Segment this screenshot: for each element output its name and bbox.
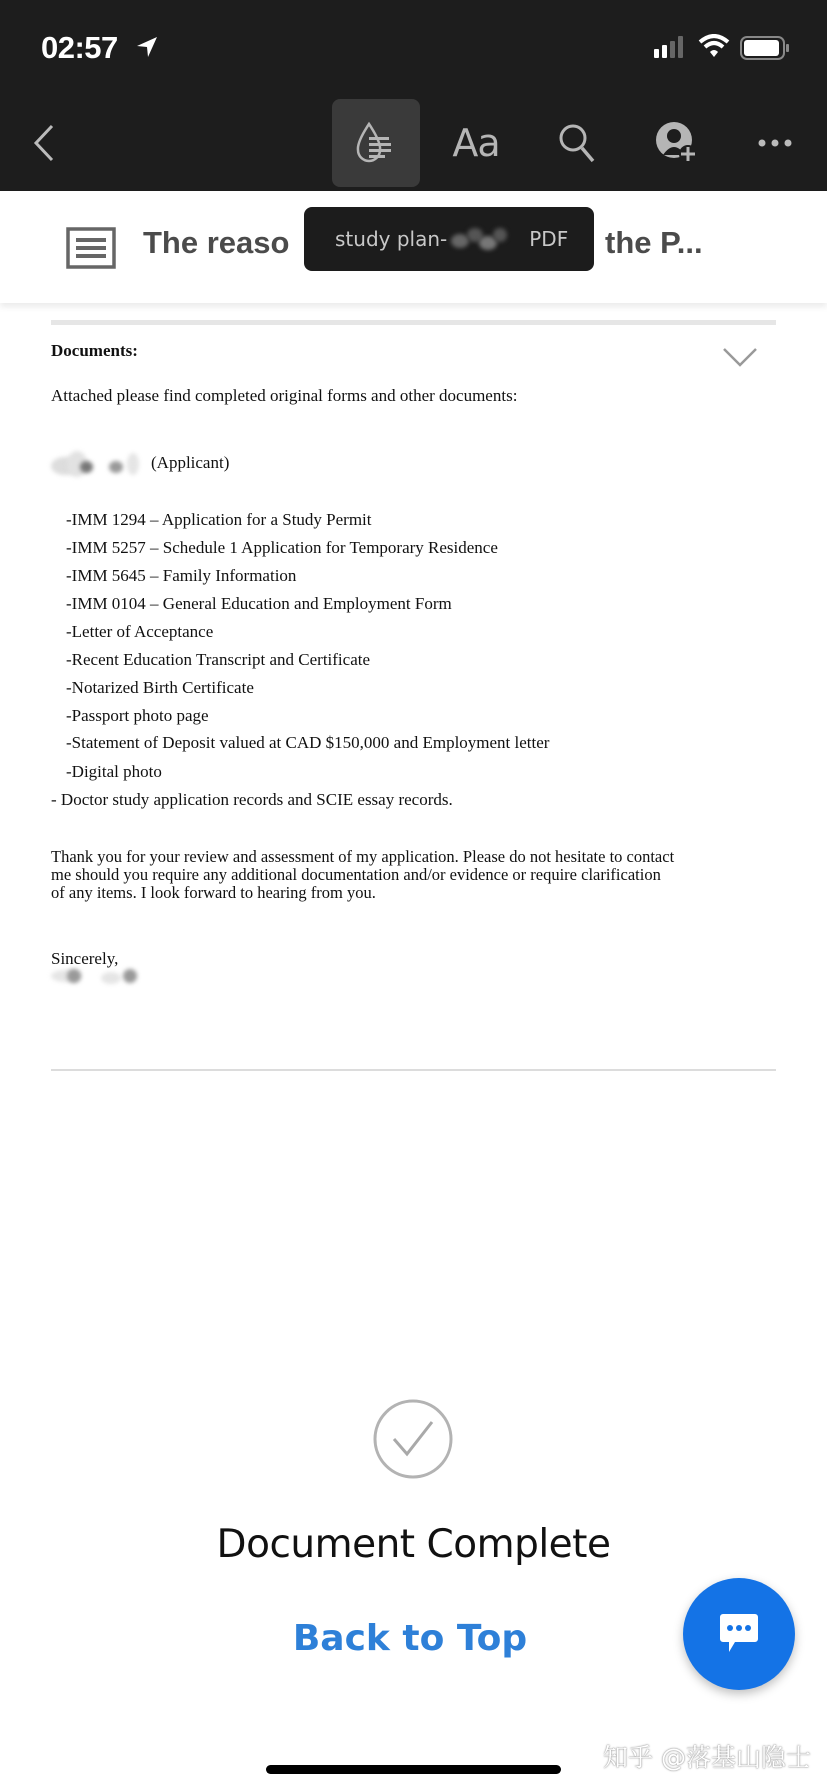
document-title-bar (0, 191, 827, 303)
closing-line: of any items. I look forward to hearing from you. (51, 883, 376, 902)
home-indicator[interactable] (266, 1765, 561, 1774)
watermark: 知乎 @落基山隐士 (603, 1743, 811, 1772)
list-item: -IMM 0104 – General Education and Employment Form (66, 594, 452, 613)
filename-tooltip (304, 207, 594, 271)
redacted-signature (51, 966, 146, 986)
document-complete-label: Document Complete (216, 1522, 611, 1567)
title-start: The reaso (143, 225, 290, 260)
document-outline-icon[interactable] (66, 227, 116, 269)
add-person-icon (655, 121, 699, 165)
list-item: -Recent Education Transcript and Certificate (66, 650, 371, 669)
status-time: 02:57 (41, 30, 118, 65)
more-button[interactable] (750, 99, 800, 187)
list-item: -Statement of Deposit valued at CAD $150,000 and Employment letter (66, 733, 550, 752)
page-divider (51, 320, 776, 325)
tooltip-filetype: PDF (529, 227, 569, 251)
checkmark-circle-icon (372, 1398, 454, 1480)
section-heading: Documents: (51, 341, 138, 360)
closing-line: me should you require any additional documentation and/or evidence or require clarification (51, 865, 661, 884)
redacted-applicant-name (51, 451, 151, 477)
back-to-top-link[interactable]: Back to Top (292, 1618, 528, 1659)
cellular-signal-icon (654, 36, 688, 58)
wifi-icon (698, 34, 730, 58)
text-size-icon: Aa (452, 121, 500, 165)
tooltip-filename: study plan- (335, 227, 448, 251)
signoff: Sincerely, (51, 949, 119, 968)
markup-icon (353, 120, 399, 166)
closing-line: Thank you for your review and assessment of my application. Please do not hesitate to contact (51, 847, 675, 866)
text-size-button[interactable] (446, 99, 506, 187)
collapse-chevron-icon[interactable] (722, 346, 758, 368)
list-item: -IMM 5257 – Schedule 1 Application for Temporary Residence (66, 538, 498, 557)
top-bar (0, 0, 827, 191)
location-arrow-icon (136, 36, 158, 58)
search-icon (558, 123, 596, 163)
more-icon (758, 139, 792, 147)
search-button[interactable] (550, 99, 604, 187)
intro-text: Attached please find completed original forms and other documents: (51, 386, 518, 405)
share-button[interactable] (650, 99, 704, 187)
back-chevron-icon (33, 124, 55, 162)
list-item: -Passport photo page (66, 706, 209, 725)
list-item: -IMM 5645 – Family Information (66, 566, 297, 585)
list-item: -IMM 1294 – Application for a Study Permit (66, 510, 372, 529)
page-end-divider (51, 1069, 776, 1071)
redacted-name (449, 228, 509, 250)
applicant-label: (Applicant) (151, 453, 230, 472)
back-button[interactable] (22, 99, 66, 187)
list-item: -Letter of Acceptance (66, 622, 214, 641)
battery-icon (740, 36, 790, 60)
list-item: - Doctor study application records and SCIE essay records. (51, 790, 453, 809)
comment-fab-button[interactable] (683, 1578, 795, 1690)
list-item: -Digital photo (66, 762, 162, 781)
list-item: -Notarized Birth Certificate (66, 678, 254, 697)
markup-button[interactable] (332, 99, 420, 187)
title-end: the P... (605, 225, 703, 260)
comment-icon (719, 1612, 759, 1656)
